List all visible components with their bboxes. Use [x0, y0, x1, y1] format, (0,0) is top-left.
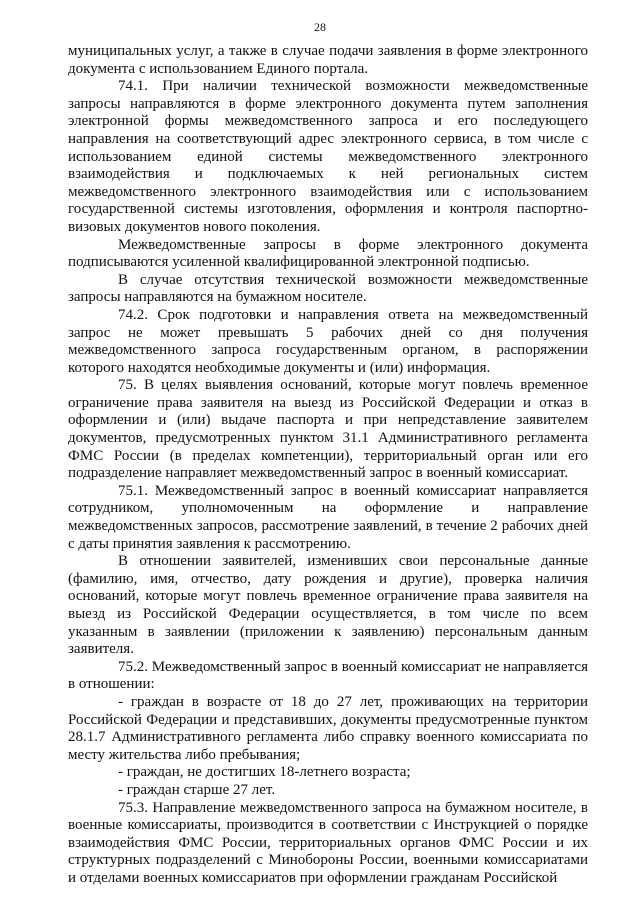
- list-item-over-27: - граждан старше 27 лет.: [118, 781, 276, 798]
- list-item-under-18: - граждан, не достигших 18-летнего возраста;: [118, 764, 411, 781]
- paragraph-74-1: 74.1. При наличии технической возможности межведомственные запросы направляются в форме электронного документа путем заполнения электронной формы межведомственного запроса и его последующего направления на соответствующий адрес электронного сервиса, в том числе с использованием единой системы межведомственного электронного взаимодействия и подключаемых к ней региональных систем межведомственного электронного взаимодействия или с использованием государственной системы изготовления, оформления и контроля паспортно-визовых документов нового поколения.: [68, 78, 588, 235]
- paragraph-75: 75. В целях выявления оснований, которые могут повлечь временное ограничение права заявителя на выезд из Российской Федерации и отказ в оформлении и (или) выдаче паспорта и при непредставление заявителем документов, предусмотренных пунктом 31.1 Административного регламента ФМС России (в пределах компетенции), территориальный орган или его подразделение направляет межведомственный запрос в военный комиссариат.: [68, 377, 588, 482]
- paragraph-75-1: 75.1. Межведомственный запрос в военный комиссариат направляется сотрудником, уполномоченным на оформление и направление межведомственных запросов, рассмотрение заявлений, в течение 2 рабочих дней с даты принятия заявления к рассмотрению.: [68, 482, 588, 552]
- paragraph-75-3: 75.3. Направление межведомственного запроса на бумажном носителе, в военные комиссариаты, производится в соответствии с Инструкцией о порядке взаимодействия ФМС России, территориальных органов ФМС России и их структурных подразделений с Минобороны России, военными комиссариатами и отделами военных комиссариатов при оформлении гражданам Российской: [68, 799, 588, 886]
- page-number: 28: [314, 20, 326, 34]
- paragraph-paper-requests: В случае отсутствия технической возможности межведомственные запросы направляются на бумажном носителе.: [68, 271, 588, 306]
- document-body: [68, 43, 588, 888]
- paragraph-75-2: 75.2. Межведомственный запрос в военный комиссариат не направляется в отношении:: [68, 658, 588, 693]
- paragraph-personal-data: В отношении заявителей, изменивших свои персональные данные (фамилию, имя, отчество, дату рождения и другие), проверка наличия оснований, которые могут повлечь временное ограничение права заявителя на выезд из Российской Федерации осуществляется, в том числе по всем указанным в заявлении (приложении к заявлению) персональным данным заявителя.: [68, 553, 588, 658]
- paragraph-electronic-signature: Межведомственные запросы в форме электронного документа подписываются усиленной квалифицированной электронной подписью.: [68, 236, 588, 271]
- paragraph-continuation: муниципальных услуг, а также в случае подачи заявления в форме электронного документа с использованием Единого портала.: [68, 43, 588, 77]
- list-item-age-18-27: - граждан в возрасте от 18 до 27 лет, проживающих на территории Российской Федерации и представивших, документы предусмотренные пунктом 28.1.7 Административного регламента либо справку военного комиссариата по месту жительства либо пребывания;: [68, 693, 588, 763]
- paragraph-74-2: 74.2. Срок подготовки и направления ответа на межведомственный запрос не может превышать 5 рабочих дней со дня получения межведомственного запроса государственным органом, в распоряжении которого находятся необходимые документы и (или) информация.: [68, 306, 588, 376]
